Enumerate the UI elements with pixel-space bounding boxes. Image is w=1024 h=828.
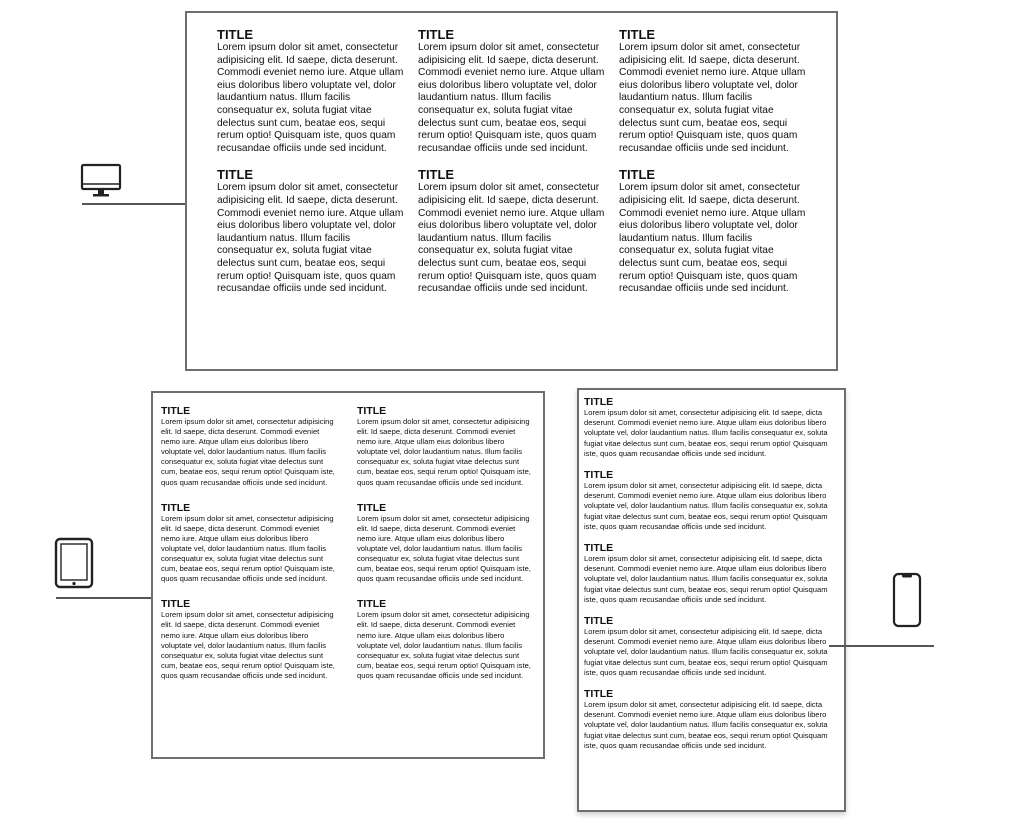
phone-icon <box>892 572 922 628</box>
card-title: TITLE <box>418 167 455 183</box>
card-title: TITLE <box>619 27 656 42</box>
card-title: TITLE <box>584 542 614 555</box>
card <box>357 405 533 488</box>
tablet-layout-frame <box>151 391 545 759</box>
card-title: TITLE <box>584 615 614 628</box>
desktop-card-grid <box>217 27 813 296</box>
card <box>584 615 837 678</box>
card <box>161 598 337 681</box>
card <box>584 542 837 605</box>
card <box>357 502 533 585</box>
tablet-icon <box>53 537 95 589</box>
card-body: Lorem ipsum dolor sit amet, consectetur adipisicing elit. Id saepe, dicta deserunt. Commodi eveniet nemo iure. Atque ullam eius doloribus libero voluptate vel, dolor laudantium natus. Illum facilis consequatur ex, soluta fugiat vitae delectus sunt cum, beatae eos, sequi rerum optio! Quisquam iste, quos quam recusandae officiis unde sed incidunt. <box>584 627 828 677</box>
card-title: TITLE <box>161 598 191 611</box>
card <box>584 396 837 459</box>
desktop-connector-line <box>82 203 186 205</box>
card-body: Lorem ipsum dolor sit amet, consectetur adipisicing elit. Id saepe, dicta deserunt. Commodi eveniet nemo iure. Atque ullam eius doloribus libero voluptate vel, dolor laudantium natus. Illum facilis consequatur ex, soluta fugiat vitae delectus sunt cum, beatae eos, sequi rerum optio! Quisquam iste, quos quam recusandae officiis unde sed incidunt. <box>584 481 828 531</box>
card <box>418 27 608 155</box>
tablet-card-grid <box>161 405 531 681</box>
card-title: TITLE <box>217 167 254 183</box>
card <box>357 598 533 681</box>
card <box>217 167 407 295</box>
card-title: TITLE <box>584 396 614 408</box>
card-body: Lorem ipsum dolor sit amet, consectetur adipisicing elit. Id saepe, dicta deserunt. Commodi eveniet nemo iure. Atque ullam eius doloribus libero voluptate vel, dolor laudantium natus. Illum facilis consequatur ex, soluta fugiat vitae delectus sunt cum, beatae eos, sequi rerum optio! Quisquam iste, quos quam recusandae officiis unde sed incidunt. <box>161 513 335 584</box>
card-body: Lorem ipsum dolor sit amet, consectetur adipisicing elit. Id saepe, dicta deserunt. Commodi eveniet nemo iure. Atque ullam eius doloribus libero voluptate vel, dolor laudantium natus. Illum facilis consequatur ex, soluta fugiat vitae delectus sunt cum, beatae eos, sequi rerum optio! Quisquam iste, quos quam recusandae officiis unde sed incidunt. <box>161 610 335 680</box>
tablet-connector-line <box>56 597 152 599</box>
card-body: Lorem ipsum dolor sit amet, consectetur adipisicing elit. Id saepe, dicta deserunt. Commodi eveniet nemo iure. Atque ullam eius doloribus libero voluptate vel, dolor laudantium natus. Illum facilis consequatur ex, soluta fugiat vitae delectus sunt cum, beatae eos, sequi rerum optio! Quisquam iste, quos quam recusandae officiis unde sed incidunt. <box>584 700 828 750</box>
card-title: TITLE <box>217 27 254 42</box>
card <box>619 167 809 295</box>
card-title: TITLE <box>619 167 656 183</box>
card <box>584 469 837 532</box>
card-title: TITLE <box>161 501 191 514</box>
card-body: Lorem ipsum dolor sit amet, consectetur adipisicing elit. Id saepe, dicta deserunt. Commodi eveniet nemo iure. Atque ullam eius doloribus libero voluptate vel, dolor laudantium natus. Illum facilis consequatur ex, soluta fugiat vitae delectus sunt cum, beatae eos, sequi rerum optio! Quisquam iste, quos quam recusandae officiis unde sed incidunt. <box>217 182 404 295</box>
card-title: TITLE <box>584 688 614 701</box>
card <box>217 27 407 155</box>
card <box>161 405 337 488</box>
desktop-layout-frame <box>185 11 838 371</box>
mobile-card-list <box>584 396 837 751</box>
card-title: TITLE <box>584 469 614 482</box>
card <box>584 688 837 751</box>
monitor-icon <box>80 163 122 199</box>
card-body: Lorem ipsum dolor sit amet, consectetur adipisicing elit. Id saepe, dicta deserunt. Commodi eveniet nemo iure. Atque ullam eius doloribus libero voluptate vel, dolor laudantium natus. Illum facilis consequatur ex, soluta fugiat vitae delectus sunt cum, beatae eos, sequi rerum optio! Quisquam iste, quos quam recusandae officiis unde sed incidunt. <box>418 42 605 154</box>
card-body: Lorem ipsum dolor sit amet, consectetur adipisicing elit. Id saepe, dicta deserunt. Commodi eveniet nemo iure. Atque ullam eius doloribus libero voluptate vel, dolor laudantium natus. Illum facilis consequatur ex, soluta fugiat vitae delectus sunt cum, beatae eos, sequi rerum optio! Quisquam iste, quos quam recusandae officiis unde sed incidunt. <box>619 182 806 295</box>
mobile-layout-frame <box>577 388 846 812</box>
card-body: Lorem ipsum dolor sit amet, consectetur adipisicing elit. Id saepe, dicta deserunt. Commodi eveniet nemo iure. Atque ullam eius doloribus libero voluptate vel, dolor laudantium natus. Illum facilis consequatur ex, soluta fugiat vitae delectus sunt cum, beatae eos, sequi rerum optio! Quisquam iste, quos quam recusandae officiis unde sed incidunt. <box>584 554 828 604</box>
card <box>619 27 809 155</box>
card-body: Lorem ipsum dolor sit amet, consectetur adipisicing elit. Id saepe, dicta deserunt. Commodi eveniet nemo iure. Atque ullam eius doloribus libero voluptate vel, dolor laudantium natus. Illum facilis consequatur ex, soluta fugiat vitae delectus sunt cum, beatae eos, sequi rerum optio! Quisquam iste, quos quam recusandae officiis unde sed incidunt. <box>619 42 806 154</box>
card <box>161 502 337 585</box>
card-body: Lorem ipsum dolor sit amet, consectetur adipisicing elit. Id saepe, dicta deserunt. Commodi eveniet nemo iure. Atque ullam eius doloribus libero voluptate vel, dolor laudantium natus. Illum facilis consequatur ex, soluta fugiat vitae delectus sunt cum, beatae eos, sequi rerum optio! Quisquam iste, quos quam recusandae officiis unde sed incidunt. <box>357 610 531 680</box>
card <box>418 167 608 295</box>
card-body: Lorem ipsum dolor sit amet, consectetur adipisicing elit. Id saepe, dicta deserunt. Commodi eveniet nemo iure. Atque ullam eius doloribus libero voluptate vel, dolor laudantium natus. Illum facilis consequatur ex, soluta fugiat vitae delectus sunt cum, beatae eos, sequi rerum optio! Quisquam iste, quos quam recusandae officiis unde sed incidunt. <box>217 42 404 154</box>
card-body: Lorem ipsum dolor sit amet, consectetur adipisicing elit. Id saepe, dicta deserunt. Commodi eveniet nemo iure. Atque ullam eius doloribus libero voluptate vel, dolor laudantium natus. Illum facilis consequatur ex, soluta fugiat vitae delectus sunt cum, beatae eos, sequi rerum optio! Quisquam iste, quos quam recusandae officiis unde sed incidunt. <box>161 417 335 487</box>
card-body: Lorem ipsum dolor sit amet, consectetur adipisicing elit. Id saepe, dicta deserunt. Commodi eveniet nemo iure. Atque ullam eius doloribus libero voluptate vel, dolor laudantium natus. Illum facilis consequatur ex, soluta fugiat vitae delectus sunt cum, beatae eos, sequi rerum optio! Quisquam iste, quos quam recusandae officiis unde sed incidunt. <box>357 417 531 487</box>
mobile-connector-line <box>829 645 934 647</box>
card-title: TITLE <box>357 598 387 611</box>
card-title: TITLE <box>418 27 455 42</box>
card-title: TITLE <box>357 405 387 417</box>
card-title: TITLE <box>161 405 191 417</box>
card-body: Lorem ipsum dolor sit amet, consectetur adipisicing elit. Id saepe, dicta deserunt. Commodi eveniet nemo iure. Atque ullam eius doloribus libero voluptate vel, dolor laudantium natus. Illum facilis consequatur ex, soluta fugiat vitae delectus sunt cum, beatae eos, sequi rerum optio! Quisquam iste, quos quam recusandae officiis unde sed incidunt. <box>418 182 605 295</box>
card-body: Lorem ipsum dolor sit amet, consectetur adipisicing elit. Id saepe, dicta deserunt. Commodi eveniet nemo iure. Atque ullam eius doloribus libero voluptate vel, dolor laudantium natus. Illum facilis consequatur ex, soluta fugiat vitae delectus sunt cum, beatae eos, sequi rerum optio! Quisquam iste, quos quam recusandae officiis unde sed incidunt. <box>584 408 828 458</box>
card-title: TITLE <box>357 501 387 514</box>
card-body: Lorem ipsum dolor sit amet, consectetur adipisicing elit. Id saepe, dicta deserunt. Commodi eveniet nemo iure. Atque ullam eius doloribus libero voluptate vel, dolor laudantium natus. Illum facilis consequatur ex, soluta fugiat vitae delectus sunt cum, beatae eos, sequi rerum optio! Quisquam iste, quos quam recusandae officiis unde sed incidunt. <box>357 513 531 584</box>
